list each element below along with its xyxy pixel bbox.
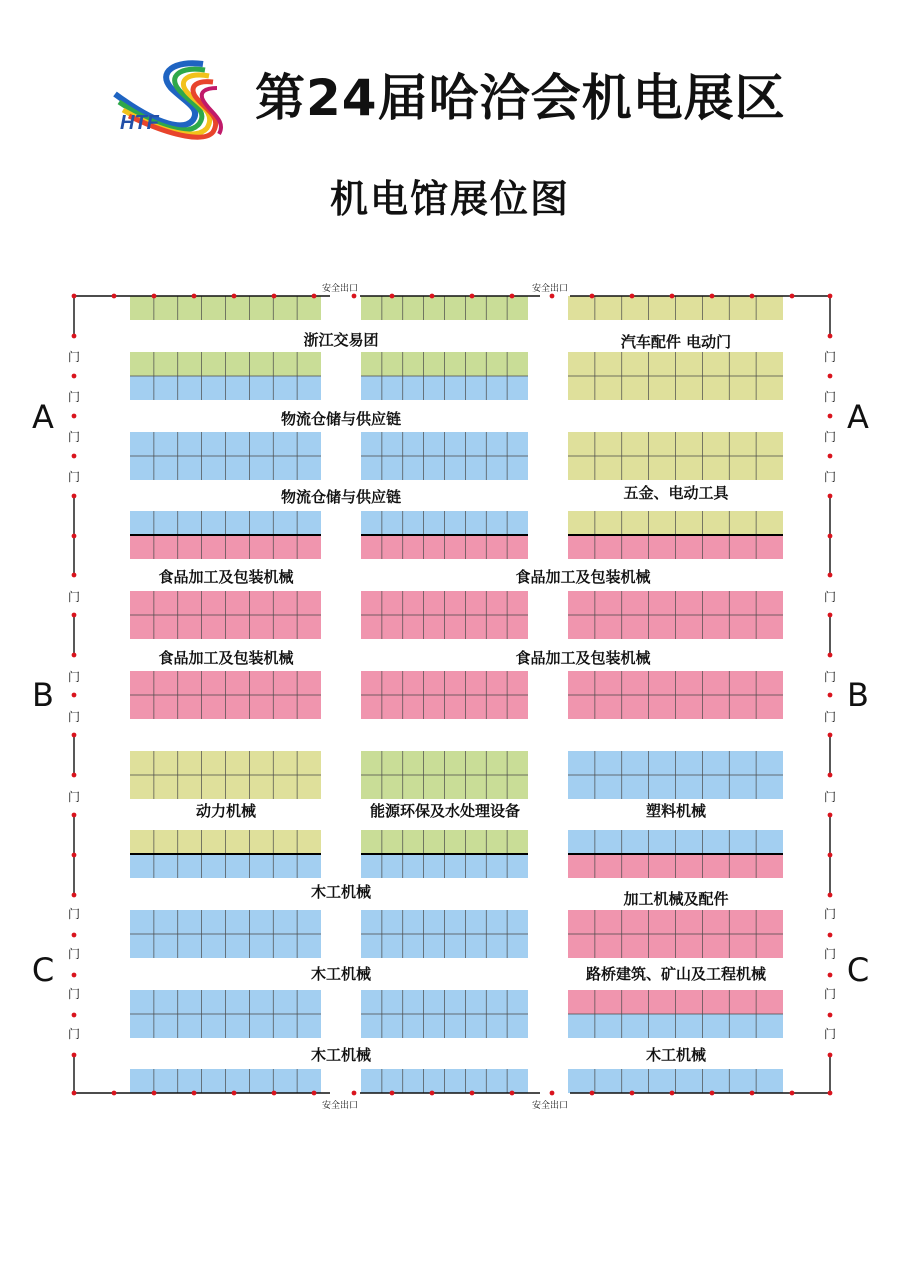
wall-dot	[828, 1091, 833, 1096]
wall-dot	[710, 1091, 715, 1096]
wall-dot	[72, 1053, 77, 1058]
wall-dot	[390, 294, 395, 299]
wall-dot	[390, 1091, 395, 1096]
wall-dot	[312, 1091, 317, 1096]
wall-dot	[828, 334, 833, 339]
wall-dot	[828, 733, 833, 738]
category-label: 能源环保及水处理设备	[369, 802, 521, 820]
zone-label-right: C	[846, 951, 870, 989]
category-label: 浙江交易团	[303, 331, 379, 349]
wall-dot	[352, 294, 357, 299]
category-label: 木工机械	[310, 883, 372, 901]
wall-dot	[590, 1091, 595, 1096]
exit-label-bottom: 安全出口	[531, 1101, 569, 1111]
exit-label-top: 安全出口	[321, 284, 359, 294]
wall-dot	[72, 454, 77, 459]
wall-dot	[72, 653, 77, 658]
door-label-left: 门	[67, 790, 81, 804]
wall-dot	[790, 294, 795, 299]
wall-dot	[790, 1091, 795, 1096]
door-label-right: 门	[823, 907, 837, 921]
wall-dot	[670, 1091, 675, 1096]
door-label-left: 门	[67, 987, 81, 1001]
door-label-left: 门	[67, 470, 81, 484]
wall-dot	[272, 294, 277, 299]
door-label-left: 门	[67, 947, 81, 961]
wall-dot	[828, 294, 833, 299]
category-label: 五金、电动工具	[623, 484, 729, 502]
category-label: 塑料机械	[645, 802, 707, 820]
door-label-left: 门	[67, 670, 81, 684]
wall-dot	[352, 1091, 357, 1096]
door-label-left: 门	[67, 710, 81, 724]
door-label-left: 门	[67, 1027, 81, 1041]
wall-dot	[72, 733, 77, 738]
door-label-right: 门	[823, 430, 837, 444]
category-label: 食品加工及包装机械	[515, 568, 651, 586]
wall-dot	[828, 613, 833, 618]
wall-dot	[828, 454, 833, 459]
wall-dot	[232, 1091, 237, 1096]
door-label-left: 门	[67, 430, 81, 444]
wall-dot	[72, 973, 77, 978]
wall-dot	[152, 294, 157, 299]
door-label-right: 门	[823, 590, 837, 604]
category-label: 食品加工及包装机械	[515, 649, 651, 667]
wall-dot	[192, 1091, 197, 1096]
wall-dot	[72, 494, 77, 499]
wall-dot	[828, 494, 833, 499]
wall-dot	[630, 294, 635, 299]
wall-dot	[470, 1091, 475, 1096]
category-label: 木工机械	[310, 965, 372, 983]
page-title: 第24届哈洽会机电展区	[255, 69, 786, 127]
wall-dot	[550, 1091, 555, 1096]
page-subtitle: 机电馆展位图	[329, 177, 570, 221]
wall-dot	[670, 294, 675, 299]
wall-dot	[72, 933, 77, 938]
wall-dot	[232, 294, 237, 299]
wall-dot	[828, 414, 833, 419]
wall-dot	[72, 853, 77, 858]
wall-dot	[430, 1091, 435, 1096]
logo-text: HTF	[120, 112, 159, 134]
wall-dot	[590, 294, 595, 299]
wall-dot	[72, 573, 77, 578]
door-label-right: 门	[823, 670, 837, 684]
category-label: 食品加工及包装机械	[158, 568, 294, 586]
wall-dot	[272, 1091, 277, 1096]
door-label-right: 门	[823, 470, 837, 484]
wall-dot	[828, 534, 833, 539]
wall-dot	[72, 773, 77, 778]
wall-dot	[112, 1091, 117, 1096]
door-label-right: 门	[823, 390, 837, 404]
exit-label-bottom: 安全出口	[321, 1101, 359, 1111]
wall-dot	[510, 1091, 515, 1096]
exit-label-top: 安全出口	[531, 284, 569, 294]
wall-dot	[828, 853, 833, 858]
wall-dot	[72, 1013, 77, 1018]
category-label: 汽车配件 电动门	[620, 333, 732, 351]
category-label: 木工机械	[645, 1046, 707, 1064]
wall-dot	[828, 973, 833, 978]
wall-dot	[710, 294, 715, 299]
zone-label-right: B	[847, 676, 869, 714]
zone-label-left: A	[32, 398, 54, 436]
door-label-right: 门	[823, 947, 837, 961]
door-label-left: 门	[67, 390, 81, 404]
category-label: 木工机械	[310, 1046, 372, 1064]
door-label-right: 门	[823, 1027, 837, 1041]
wall-dot	[72, 1091, 77, 1096]
wall-dot	[828, 813, 833, 818]
category-label: 物流仓储与供应链	[280, 488, 402, 506]
wall-dot	[152, 1091, 157, 1096]
wall-dot	[430, 294, 435, 299]
door-label-right: 门	[823, 710, 837, 724]
zone-label-right: A	[847, 398, 869, 436]
wall-dot	[828, 773, 833, 778]
wall-dot	[470, 294, 475, 299]
door-label-right: 门	[823, 987, 837, 1001]
wall-dot	[72, 374, 77, 379]
category-label: 食品加工及包装机械	[158, 649, 294, 667]
wall-dot	[828, 1053, 833, 1058]
wall-dot	[72, 294, 77, 299]
wall-dot	[828, 933, 833, 938]
wall-dot	[750, 294, 755, 299]
category-label: 路桥建筑、矿山及工程机械	[585, 965, 767, 983]
wall-dot	[72, 813, 77, 818]
wall-dot	[510, 294, 515, 299]
category-label: 物流仓储与供应链	[280, 410, 402, 428]
wall-dot	[750, 1091, 755, 1096]
wall-dot	[828, 653, 833, 658]
wall-dot	[72, 534, 77, 539]
wall-dot	[828, 693, 833, 698]
wall-dot	[828, 573, 833, 578]
wall-dot	[828, 374, 833, 379]
category-label: 动力机械	[195, 802, 257, 820]
wall-dot	[72, 893, 77, 898]
wall-dot	[630, 1091, 635, 1096]
wall-dot	[112, 294, 117, 299]
category-label: 加工机械及配件	[623, 890, 729, 908]
door-label-right: 门	[823, 790, 837, 804]
wall-dot	[828, 1013, 833, 1018]
wall-dot	[828, 893, 833, 898]
door-label-right: 门	[823, 350, 837, 364]
wall-dot	[192, 294, 197, 299]
wall-dot	[312, 294, 317, 299]
wall-dot	[550, 294, 555, 299]
door-label-left: 门	[67, 350, 81, 364]
wall-dot	[72, 334, 77, 339]
door-label-left: 门	[67, 907, 81, 921]
wall-dot	[72, 613, 77, 618]
door-label-left: 门	[67, 590, 81, 604]
zone-label-left: C	[31, 951, 55, 989]
wall-dot	[72, 693, 77, 698]
zone-label-left: B	[32, 676, 54, 714]
wall-dot	[72, 414, 77, 419]
